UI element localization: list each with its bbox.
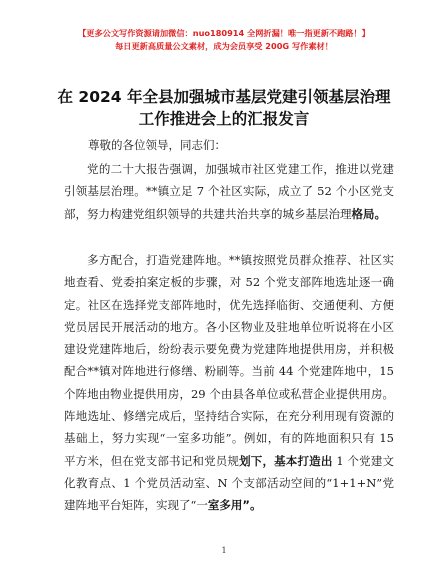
promo-banner (0, 27, 448, 53)
document-title (40, 86, 408, 130)
document-title-line-2: 工作推进会上的汇报发言 (138, 110, 310, 128)
paragraph-2-bold-mid: 划下，基本打造出 (239, 453, 333, 468)
paragraph-2-bold-end: 室多用”。 (207, 498, 262, 513)
body-paragraph-1 (64, 158, 394, 225)
promo-banner-line-2: 每日更新高质量公文素材，成为会员享受 200G 写作素材！ (115, 41, 333, 51)
document-title-line-1: 在 2024 年全县加强城市基层党建引领基层治理 (57, 88, 391, 106)
paragraph-1-bold-tail: 格局。 (351, 206, 386, 221)
paragraph-1-text: 党的二十大报告强调，加强城市社区党建工作，推进以党建引领基层治理。**镇立足 7 个社区实际，成立了 52 个小区党支部，努力构建党组织领导的共建共治共享的城乡基层治理 (64, 162, 394, 221)
salutation: 尊敬的各位领导，同志们： (88, 138, 226, 152)
promo-banner-line-1: 【更多公文写作资源请加微信：nuo180914 全网折漏！唯一指更新不跑路！】 (78, 28, 370, 38)
paragraph-2-text-before: 多方配合，打造党建阵地。**镇按照党员群众推荐、社区实地查看、党委拍案定板的步骤，对 52 个党支部阵地选址逐一确定。社区在选择党支部阵地时，优先选择临街、交通便利、方便党员居民开展活动的地方。各小区物业及驻地单位听说将在小区建设党建阵地后，纷纷表示要免费为党建阵地提供用房，并积极配合**镇对阵地进行修缮、粉刷等。当前 44 个党建阵地中，15 个阵地由物业提供用房，29 个由县各单位或私营企业提供用房。阵地选址、修缮完成后，坚持结合实际，在充分利用现有资源的基础上，努力实现“一室多功能”。例如，有的阵地面积只有 15 平方米，但在党支部书记和党员规 (64, 253, 394, 468)
page-number: 1 (221, 546, 227, 555)
body-paragraph-2 (64, 249, 394, 517)
paragraph-2-text-after: 1 个党建文化教育点、1 个党员活动室、N 个支部活动空间的“1+1+N”党建阵地平台矩阵，实现了“一 (64, 453, 394, 513)
